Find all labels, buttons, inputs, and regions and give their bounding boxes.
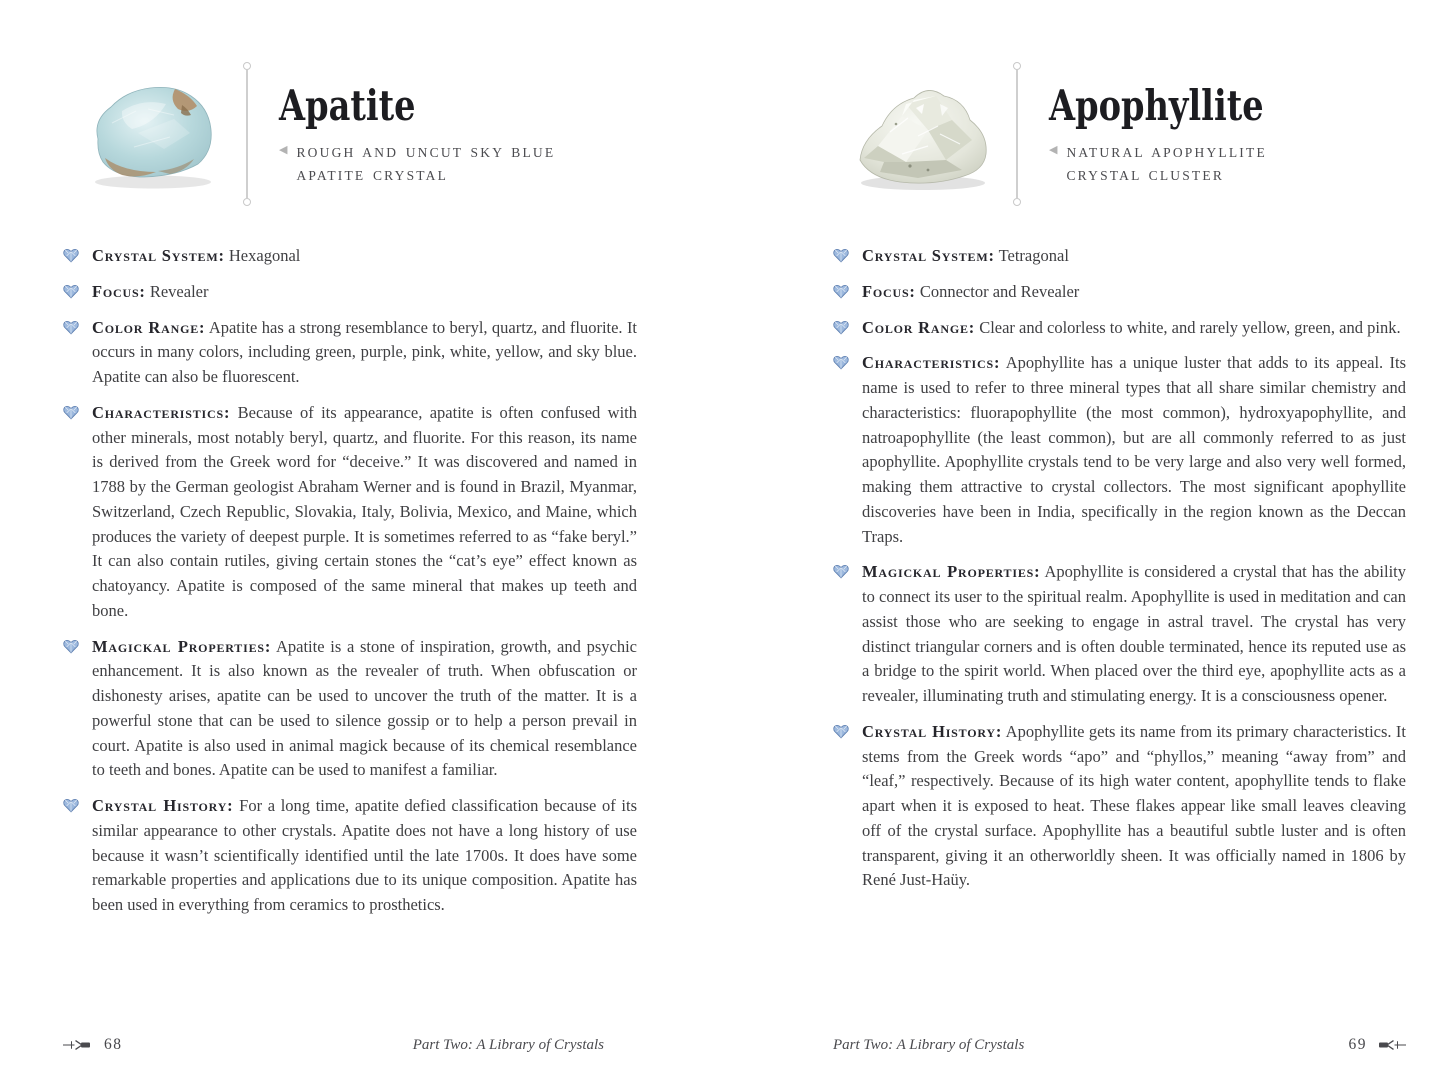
header-divider [243, 58, 251, 210]
entry-text: Clear and colorless to white, and rarely yellow, green, and pink. [979, 317, 1401, 337]
crystal-header [833, 58, 1406, 210]
entry-list [833, 244, 1406, 893]
entry-label: Characteristics: [92, 402, 231, 422]
page-apatite [0, 0, 722, 1084]
entry-label: Focus: [862, 281, 916, 301]
page-number: 68 [104, 1036, 123, 1053]
entry-text: For a long time, apatite defied classification because of its similar appearance to other crystals. Apatite does not have a long history of use because it wasn’t scientifically identified until the late 1700s. It does have some remarkable properties and applications due to its unique composition. Apatite has been used in everything from ceramics to prosthetics. [92, 796, 637, 914]
crystal-header [63, 58, 637, 210]
page-footer [63, 1036, 622, 1054]
heading-block [1021, 81, 1341, 187]
entry-label: Color Range: [92, 317, 206, 337]
page-footer [833, 1036, 1406, 1054]
gem-heart-icon [63, 320, 79, 335]
gem-heart-icon [833, 320, 849, 335]
entry-text: Apatite is a stone of inspiration, growth, and psychic enhancement. It is also known as the revealer of truth. When obfuscation or dishonesty arises, apatite can be used to uncover the truth of the matter. It is a powerful stone that can be used to silence gossip or to help a person prevail in court. Apatite is also used in animal magick because of its chemical resemblance to teeth and bones. Apatite can be used to manifest a familiar. [92, 636, 637, 780]
gem-heart-icon [833, 724, 849, 739]
entry-text: Tetragonal [998, 246, 1069, 265]
entry-text: Apophyllite has a unique luster that adds to its appeal. Its name is used to refer to three mineral types that all share similar chemistry and characteristics: fluorapophyllite (the most common), hydroxyapophyllite, and natroapophyllite (the least common), but are all commonly referred to as just apophyllite. Apophyllite crystals tend to be very large and also very well formed, making them attractive to crystal collectors. The most significant apophyllite discoveries have been in India, specifically in the region known as the Deccan Traps. [862, 353, 1406, 546]
photo-caption [279, 141, 571, 187]
page-apophyllite [722, 0, 1444, 1084]
entry-crystal-history [833, 720, 1406, 893]
gem-heart-icon [63, 284, 79, 299]
arrow-ornament-icon [63, 1039, 90, 1051]
entry-characteristics [833, 351, 1406, 549]
gem-heart-icon [63, 405, 79, 420]
entry-label: Crystal History: [92, 796, 234, 815]
caption-text: NATURAL APOPHYLLITE CRYSTAL CLUSTER [1066, 144, 1267, 183]
entry-characteristics [63, 401, 637, 624]
gem-heart-icon [833, 564, 849, 579]
entry-crystal-system [833, 244, 1406, 269]
gem-heart-icon [833, 284, 849, 299]
entry-label: Magickal Properties: [92, 636, 272, 656]
gem-heart-icon [63, 248, 79, 263]
entry-magickal-properties [63, 635, 637, 784]
entry-text: Connector and Revealer [919, 281, 1080, 301]
entry-label: Crystal System: [92, 246, 225, 265]
apophyllite-photo [833, 74, 1013, 194]
header-divider [1013, 58, 1021, 210]
entry-text: Hexagonal [228, 246, 301, 265]
footer-section-title: Part Two: A Library of Crystals [412, 1036, 604, 1053]
caption-marker-icon: ◀ [279, 143, 288, 156]
entry-label: Color Range: [862, 317, 976, 337]
gem-heart-icon [63, 639, 79, 654]
entry-list [63, 244, 637, 918]
entry-color-range [63, 316, 637, 390]
entry-text: Revealer [149, 281, 209, 301]
caption-marker-icon: ◀ [1049, 143, 1058, 156]
entry-crystal-system [63, 244, 637, 269]
entry-label: Magickal Properties: [862, 562, 1041, 582]
caption-text: ROUGH AND UNCUT SKY BLUE APATITE CRYSTAL [296, 144, 556, 183]
footer-section-title: Part Two: A Library of Crystals [833, 1036, 1025, 1053]
entry-color-range [833, 316, 1406, 341]
entry-text: Because of its appearance, apatite is often confused with other minerals, most notably beryl, quartz, and fluorite. For this reason, its name is derived from the Greek word for “deceive.” It was discovered and named in 1788 by the German geologist Abraham Werner and is found in Brazil, Myanmar, Switzerland, Czech Republic, Slovakia, Italy, Bolivia, Mexico, and Maine, which produces the variety of deepest purple. It is sometimes referred to as “fake beryl.” It can also contain rutiles, giving certain stones the “cat’s eye” effect known as chatoyancy. Apatite is composed of the same mineral that makes up teeth and bone. [92, 402, 637, 620]
photo-caption [1049, 141, 1341, 187]
entry-label: Characteristics: [862, 353, 1001, 373]
page-number: 69 [1348, 1036, 1367, 1053]
entry-crystal-history [63, 794, 637, 918]
arrow-ornament-icon [1379, 1039, 1406, 1051]
entry-focus [63, 280, 637, 305]
entry-text: Apophyllite gets its name from its primary characteristics. It stems from the Greek words “apo” and “phyllos,” meaning “away from” and “leaf,” respectively. Because of its high water content, apophyllite tends to flake apart when it is exposed to heat. These flakes appear like small leaves cleaving off of the crystal surface. Apophyllite has a beautiful subtle luster and is often transparent, giving it an otherworldly sheen. It was officially named in 1806 by René Just-Haüy. [862, 721, 1406, 890]
gem-heart-icon [63, 798, 79, 813]
entry-label: Focus: [92, 281, 146, 301]
entry-text: Apophyllite is considered a crystal that has the ability to connect its user to the spiritual realm. Apophyllite is used in meditation and can assist those who are seeking to engage in astral travel. The crystal has very distinct triangular corners and is often double terminated, hence its reputed use as a bridge to the spirit world. When placed over the third eye, apophyllite acts as a revealer, illuminating truth and stimulating energy. It is a consciousness opener. [862, 562, 1406, 705]
page-title: Apophyllite [1049, 80, 1264, 130]
entry-label: Crystal System: [862, 246, 995, 265]
heading-block [251, 81, 571, 187]
entry-text: Apatite has a strong resemblance to beryl, quartz, and fluorite. It occurs in many colors, including green, purple, pink, white, yellow, and sky blue. Apatite can also be fluorescent. [92, 317, 638, 386]
entry-focus [833, 280, 1406, 305]
gem-heart-icon [833, 355, 849, 370]
entry-label: Crystal History: [862, 721, 1003, 741]
entry-magickal-properties [833, 560, 1406, 709]
apatite-photo [63, 75, 243, 193]
page-title: Apatite [279, 80, 416, 130]
gem-heart-icon [833, 248, 849, 263]
